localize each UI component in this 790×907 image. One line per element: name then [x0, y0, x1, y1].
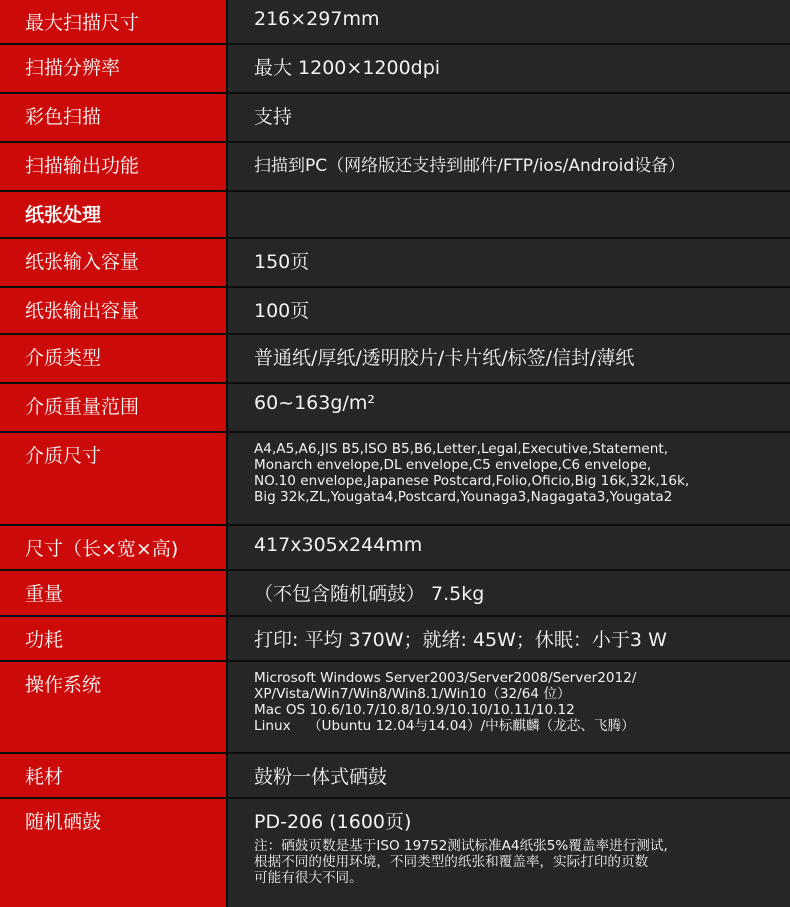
row-value: 打印: 平均 370W；就绪: 45W；休眠：小于3 W	[228, 617, 790, 660]
spec-row	[0, 433, 790, 526]
value-line: A4,A5,A6,JIS B5,ISO B5,B6,Letter,Legal,Executive,Statement,	[254, 441, 669, 457]
value-line: Monarch envelope,DL envelope,C5 envelope,C6 envelope,	[254, 457, 652, 473]
value-main: PD-206 (1600页)	[254, 811, 412, 833]
row-value: 最大 1200×1200dpi	[228, 45, 790, 92]
row-value: 普通纸/厚纸/透明胶片/卡片纸/标签/信封/薄纸	[228, 335, 790, 382]
note-line: 注：硒鼓页数是基于ISO 19752测试标准A4纸张5%覆盖率进行测试,	[254, 838, 668, 854]
row-value: 鼓粉一体式硒鼓	[228, 754, 790, 797]
row-value: 150页	[228, 239, 790, 286]
row-value: 417x305x244mm	[228, 526, 790, 569]
row-label: 扫描分辨率	[0, 45, 228, 92]
spec-row	[0, 799, 790, 907]
row-label: 纸张输入容量	[0, 239, 228, 286]
spec-row	[0, 94, 790, 143]
row-label: 尺寸（长×宽×高)	[0, 526, 228, 569]
value-line: NO.10 envelope,Japanese Postcard,Folio,Oficio,Big 16k,32k,16k,	[254, 473, 690, 489]
spec-row	[0, 239, 790, 288]
row-value-with-note	[228, 799, 790, 907]
spec-row	[0, 526, 790, 571]
row-value: 60~163g/m²	[228, 384, 790, 431]
spec-row	[0, 571, 790, 617]
section-header-paper-handling	[0, 192, 790, 239]
value-line: Linux （Ubuntu 12.04与14.04）/中标麒麟（龙芯、飞腾）	[254, 718, 635, 734]
row-value: 支持	[228, 94, 790, 141]
spec-row	[0, 384, 790, 433]
row-value: （不包含随机硒鼓） 7.5kg	[228, 571, 790, 615]
value-line: Microsoft Windows Server2003/Server2008/Server2012/	[254, 670, 637, 686]
row-value-multiline	[228, 662, 790, 752]
row-label: 最大扫描尺寸	[0, 0, 228, 43]
row-label: 介质类型	[0, 335, 228, 382]
spec-row	[0, 45, 790, 94]
row-label: 扫描输出功能	[0, 143, 228, 190]
note-line: 可能有很大不同。	[254, 870, 363, 886]
row-label: 彩色扫描	[0, 94, 228, 141]
row-label: 随机硒鼓	[0, 799, 228, 907]
row-label: 功耗	[0, 617, 228, 660]
spec-row	[0, 288, 790, 335]
value-line: Big 32k,ZL,Yougata4,Postcard,Younaga3,Nagagata3,Yougata2	[254, 489, 673, 505]
row-label: 介质尺寸	[0, 433, 228, 524]
row-label: 介质重量范围	[0, 384, 228, 431]
spec-row	[0, 617, 790, 662]
value-note	[254, 838, 790, 886]
value-line: XP/Vista/Win7/Win8/Win8.1/Win10（32/64 位）	[254, 686, 571, 702]
spec-row	[0, 143, 790, 192]
row-label: 纸张输出容量	[0, 288, 228, 333]
row-label: 重量	[0, 571, 228, 615]
row-value: 216×297mm	[228, 0, 790, 43]
row-label: 耗材	[0, 754, 228, 797]
row-value: 扫描到PC（网络版还支持到邮件/FTP/ios/Android设备）	[228, 143, 790, 190]
spec-row	[0, 0, 790, 45]
row-value-multiline	[228, 433, 790, 524]
row-value: 100页	[228, 288, 790, 333]
row-value	[228, 192, 790, 237]
spec-row	[0, 335, 790, 384]
note-line: 根据不同的使用环境，不同类型的纸张和覆盖率，实际打印的页数	[254, 854, 649, 870]
spec-row	[0, 754, 790, 799]
spec-row	[0, 662, 790, 754]
row-label: 操作系统	[0, 662, 228, 752]
value-line: Mac OS 10.6/10.7/10.8/10.9/10.10/10.11/10.12	[254, 702, 575, 718]
section-title: 纸张处理	[0, 192, 228, 237]
